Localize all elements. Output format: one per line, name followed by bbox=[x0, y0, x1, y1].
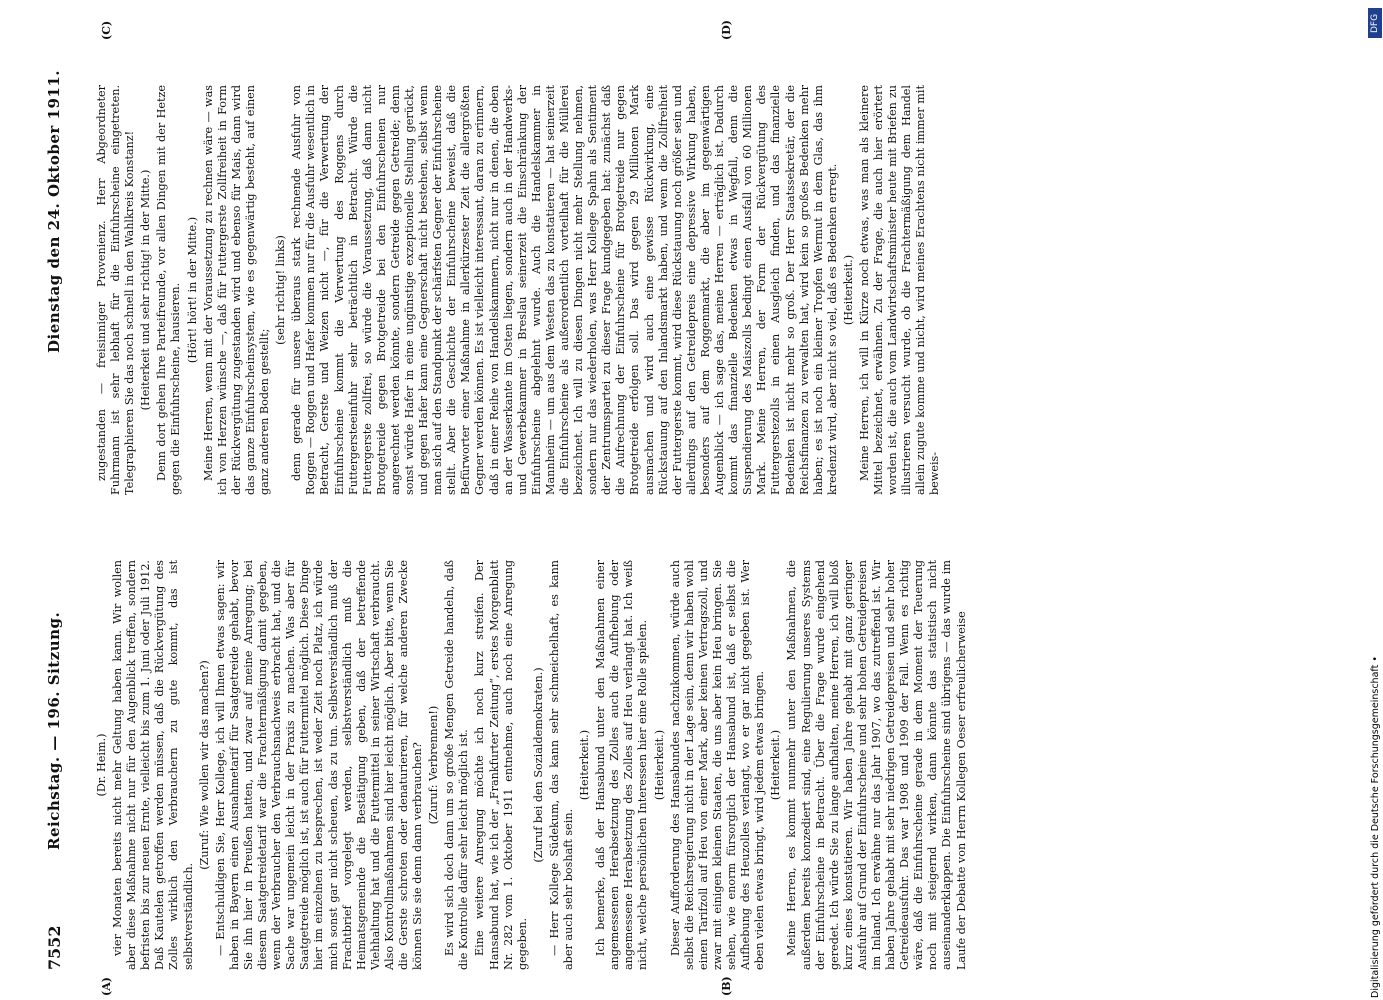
header-left-title: Reichstag. — 196. Sitzung. bbox=[45, 611, 63, 850]
paragraph: (Heiterkeit.) bbox=[841, 254, 855, 326]
dfg-logo: DFG bbox=[1368, 8, 1382, 38]
paragraph: (Heiterkeit.) bbox=[769, 729, 783, 801]
paragraph: (Zuruf: Verbrennen!) bbox=[427, 705, 441, 825]
digitization-credit: Digitalisierung gefördert durch die Deutsche Forschungsgemeinschaft • bbox=[1370, 656, 1381, 998]
margin-marker-b: (B) bbox=[720, 976, 733, 996]
page-header bbox=[45, 70, 71, 970]
paragraph: — Herr Kollege Südekum, das kann sehr schmeichelhaft, es kann aber auch sehr boshaft sein. bbox=[547, 560, 575, 970]
page-number: 7552 bbox=[45, 925, 64, 970]
paragraph: (Heiterkeit und sehr richtig! in der Mitte.) bbox=[139, 169, 153, 411]
header-right-title: Dienstag den 24. Oktober 1911. bbox=[45, 70, 63, 353]
paragraph: Eine weitere Anregung möchte ich noch kurz streifen. Der Hansabund hat, wie ich der „Frankfurter Zeitung“, erstes Morgenblatt Nr. 282 vom 1. Oktober 1911 entnehme, auch noch eine Anregung gegeben. bbox=[473, 560, 529, 970]
paragraph: Denn dort gehen Ihre Parteifreunde, vor allen Dingen mit der Hetze gegen die Einfuhrscheine, hausieren. bbox=[155, 85, 183, 495]
paragraph: (Heiterkeit.) bbox=[652, 729, 666, 801]
paragraph: Dieser Aufforderung des Hansabundes nachzukommen, würde auch selbst die Reichsregierung nicht in der Lage sein, denn wir haben wohl einen Tarifzoll auf Heu von einer Mark, aber keinen Vertragszoll, und zwar mit einigen kleinen Staaten, die uns aber kein Heu bringen. Sie sehen, wie enorm fürsorglich der Hansabund ist, daß er selbst die Aufhebung des Heuzolles verlangt, wo er gar nicht gegeben ist. Wer eben vielen etwas bringt, wird jedem etwas bringen. bbox=[668, 560, 767, 970]
paragraph: (Dr. Heim.) bbox=[95, 733, 108, 797]
paragraph: Ich bemerke, daß der Hansabund unter den Maßnahmen einer angemessenen Herabsetzung des Zolles auch die Aufhebung oder angemessene Herabsetzung des Zolles auf Heu verlangt hat. Ich weiß nicht, welche persönlichen Interessen hier eine Rolle spielen. bbox=[594, 560, 650, 970]
paragraph: vier Monaten bereits nicht mehr Geltung haben kann. Wir wollen aber diese Maßnahme nicht nur für den Augenblick treffen, sondern befristen bis zur neuen Ernte, vielleicht bis zum 1. Juni oder Juli 1912. Daß Kautelen getroffen werden müssen, daß die Rückvergütung des Zolles wirklich den Verbrauchern zu gute kommt, das ist selbstverständlich. bbox=[111, 560, 195, 970]
paragraph: Meine Herren, es kommt nunmehr unter den Maßnahmen, die außerdem bereits konzediert sind, eine Regulierung unseres Systems der Einfuhrscheine in Betracht. Über die Frage wurde eingehend geredet. Ich würde Sie zu lange aufhalten, meine Herren, ich will bloß kurz eines konstatieren. Wir haben Jahre gehabt mit ganz geringer Ausfuhr auf Grund der Einfuhrscheine und sehr hohen Getreidepreisen im Inland. Ich erwähne nur das Jahr 1907, wo das zutreffend ist. Wir haben Jahre gehabt mit sehr niedrigen Getreidepreisen und sehr hoher Getreideausfuhr. Das war 1908 und 1909 der Fall. Wenn es richtig wäre, daß die Einfuhrscheine gerade in dem Moment der Teuerung noch mit steigernd wirken, dann könnte das statistisch nicht auseinanderklappen. Die Einfuhrscheine sind übrigens — das wurde im Laufe der Debatte von Herrn Kollegen Oeser erfreulicherweise bbox=[785, 560, 968, 970]
paragraph: Meine Herren, wenn mit der Voraussetzung zu rechnen wäre — was ich von Herzen wünsche —, daß für Futtergerste Zollfreiheit in Form der Rückvergütung zugestanden wird und ebenso für Mais, dann wird das ganze Einfuhrscheinsystem, wie es gegenwärtig besteht, auf einen ganz anderen Boden gestellt; bbox=[201, 85, 272, 495]
paragraph: Es wird sich doch dann um so große Mengen Getreide handeln, daß die Kontrolle dafür sehr leicht möglich ist. bbox=[443, 560, 471, 970]
margin-marker-d: (D) bbox=[720, 20, 733, 40]
paragraph: (Heiterkeit.) bbox=[578, 729, 592, 801]
paragraph: (sehr richtig! links) bbox=[274, 235, 288, 345]
margin-marker-a: (A) bbox=[100, 977, 113, 996]
paragraph: (Hört! hört! in der Mitte.) bbox=[185, 216, 199, 364]
paragraph: denn gerade für unsere überaus stark rechnende Ausfuhr von Roggen — Roggen und Hafer kommen nur für die Ausfuhr wesentlich in Betracht, Gerste und Weizen nicht —, für die Verwertung der Einfuhrscheine kommt die Verwertung des Roggens durch Futtergersteeinfuhr sehr beträchtlich in Betracht. Würde die Futtergerste zollfrei, so würde die Voraussetzung, daß dann nicht Brotgetreide gegen Brotgetreide bei den Einfuhrscheinen nur angerechnet werden könnte, sondern Getreide gegen Getreide; denn sonst würde Hafer in eine ungünstige exzeptionelle Stellung gerückt, und gegen Hafer kann eine Gegnerschaft nicht bestehen, selbst wenn man sich auf den Standpunkt der schärfsten Gegner der Einfuhrscheine stellt. Aber die Geschichte der Einfuhrscheine beweist, daß die Befürworter einer Maßnahme in allerkürzester Zeit die allergrößten Gegner werden können. Es ist vielleicht interessant, daran zu erinnern, daß in einer Reihe von Handelskammern, nicht nur in denen, die oben an der Wasserkante im Osten liegen, sondern auch in der Handwerks- und Gewerbekammer in Breslau seinerzeit die Einschränkung der Einfuhrscheine abgelehnt wurde. Auch die Handelskammer in Mannheim — um aus dem Westen das zu konstatieren — hat seinerzeit die Einfuhrscheine als außerordentlich vorteilhaft für die Müllerei bezeichnet. Ich will zu diesen Dingen nicht mehr Stellung nehmen, sondern nur das wiederholen, was Herr Kollege Spahn als Sentiment der Zentrumspartei zu dieser Frage kundgegeben hat: zunächst daß die Aufrechnung der Einfuhrscheine für Brotgetreide nur gegen Brotgetreide erfolgen soll. Das wird gegen 29 Millionen Mark ausmachen und wird auch eine gewisse Rückwirkung, eine Rückstauung auf den Inlandsmarkt haben, und wenn die Zollfreiheit der Futtergerste kommt, wird diese Rückstauung noch größer sein und allerdings auf den Getreidepreis eine depressive Wirkung haben, besonders auf dem Roggenmarkt, die aber im gegenwärtigen Augenblick — ich sage das, meine Herren — erträglich ist. Dadurch kommt das finanzielle Bedenken etwas in Wegfall, denn die Suspendierung des Maiszolls bedingt einen Ausfall von 60 Millionen Mark. Meine Herren, der Form der Rückvergütung des Futtergerstezolls in einen Ausgleich finden, und das finanzielle Bedenken ist nicht mehr so groß. Der Herr Staatssekretär, der die Reichsfinanzen zu verwalten hat, wird kein so großes Bedenken mehr haben; es ist noch ein kleiner Tropfen Wermut in dem Glas, das ihm kredenzt wird, aber nicht so viel, daß es Bedenken erregt. bbox=[290, 85, 839, 495]
paragraph: (Zuruf: Wie wollen wir das machen?) bbox=[197, 660, 211, 870]
paragraph: zugestanden — freisinniger Provenienz. Herr Abgeordneter Fuhrmann ist sehr lebhaft für die Einfuhrscheine eingetreten. Telegraphieren Sie das noch schnell in den Wahlkreis Konstanz! bbox=[95, 85, 137, 495]
margin-marker-c: (C) bbox=[100, 20, 113, 40]
paragraph: Meine Herren, ich will in Kürze noch etwas, was man als kleinere Mittel bezeichnet, erwähnen. Zu der Frage, die auch hier erörtert worden ist, die auch vom Landwirtschaftsminister heute mit Briefen zu illustrieren versucht wurde, ob die Frachtermäßigung dem Handel allein zugute komme und nicht, wird meines Erachtens nicht immer mit beweis- bbox=[857, 85, 942, 495]
paragraph: — Entschuldigen Sie, Herr Kollege, ich will Ihnen etwas sagen: wir haben in Bayern einen Ausnahmetarif für Saatgetreide gehabt, bevor Sie ihn hier in Preußen hatten, und zwar auf meine Anregung; bei diesem Saatgetreidetarif war die Frachtermäßigung damit gegeben, wenn der Verbraucher den Verbrauchsnachweis erbracht hat, und die Sache war ungemein leicht in der Praxis zu machen. Was aber für Saatgetreide möglich ist, ist auch für Futtermittel möglich. Diese Dinge hier im einzelnen zu besprechen, ist weder Zeit noch Platz, ich würde mich sonst gar nicht scheuen, das zu tun. Selbstverständlich muß der Frachtbrief vorgelegt werden, selbstverständlich muß die Heimatsgemeinde die Bestätigung geben, daß der betreffende Viehhaltung hat und die Futtermittel in seiner Wirtschaft verbraucht. Also Kontrollmaßnahmen sind hier leicht möglich. Aber bitte, wenn Sie die Gerste schroten oder denaturieren, für welche anderen Zwecke können Sie sie denn dann verbrauchen? bbox=[213, 560, 425, 970]
column-right bbox=[95, 85, 945, 495]
paragraph: (Zuruf bei den Sozialdemokraten.) bbox=[531, 667, 545, 863]
column-left bbox=[95, 560, 971, 970]
